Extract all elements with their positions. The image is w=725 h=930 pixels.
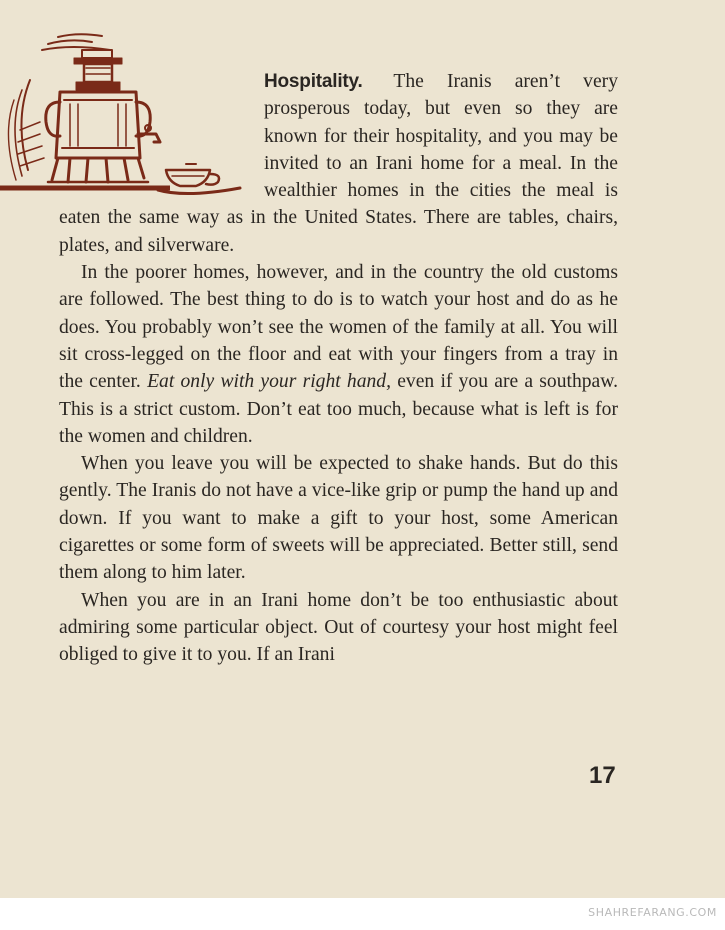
section-heading: Hospitality. xyxy=(264,71,363,92)
paragraph-4 xyxy=(59,587,618,669)
paragraph-3-text: When you leave you will be expected to shake hands. But do this gently. The Iranis do not have a vice-like grip or pump the hand up and down. If you want to make a gift to your host, some American cigarettes or some form of sweets will be appreciated. Better still, send them along to him later. xyxy=(59,453,618,584)
paragraph-1-text: The Iranis aren’t very prosperous today, but even so they are known for their hospitality, and you may be invited to an Irani home for a meal. In the wealthier homes in the cities the meal is eaten the same way as in the United States. There are tables, chairs, plates, and silverware. xyxy=(59,71,618,256)
paragraph-2-text-b: even if you are a southpaw. This is a strict custom. Don’t eat too much, because what is left is for the women and children. xyxy=(59,371,619,447)
paragraph-2-text-a: In the poorer homes, however, and in the country the old customs are followed. The best thing to do is to watch your host and do as he does. You probably won’t see the women of the family at all. You will sit cross-legged on the floor and eat with your fingers from a tray in the center. xyxy=(59,262,618,393)
article-body xyxy=(59,68,618,669)
paragraph-3 xyxy=(59,450,618,586)
paragraph-2 xyxy=(59,259,618,450)
page-number: 17 xyxy=(589,762,616,789)
paragraph-4-text: When you are in an Irani home don’t be too enthusiastic about admiring some particular object. Out of courtesy your host might feel obliged to give it to you. If an Irani xyxy=(59,589,618,666)
paragraph-2-emphasis: Eat only with your right hand, xyxy=(147,371,391,393)
illustration-float-space xyxy=(59,68,264,204)
watermark: SHAHREFARANG.COM xyxy=(588,906,717,919)
